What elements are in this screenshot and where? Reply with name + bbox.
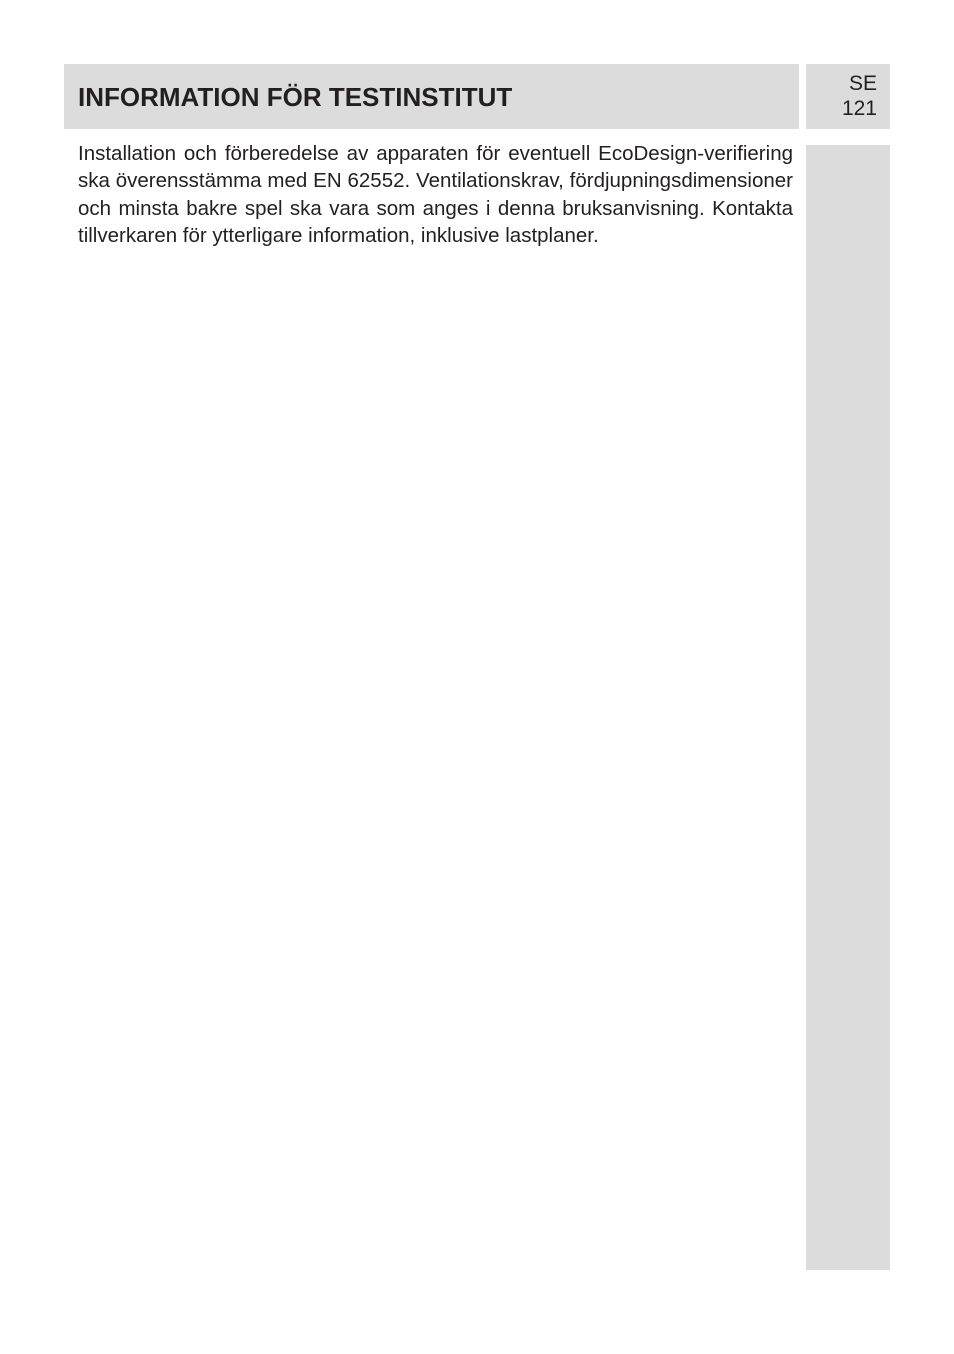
section-header-bar <box>64 64 799 129</box>
page-number: 121 <box>841 97 877 120</box>
language-code: SE <box>848 72 877 95</box>
section-title: INFORMATION FÖR TESTINSTITUT <box>78 82 513 112</box>
body-paragraph: Installation och förberedelse av apparaten för eventuell EcoDesign-verifiering ska överensstämma med EN 62552. Ventilationskrav, fördjupningsdimensioner och minsta bakre spel ska vara som anges i denna bruksanvisning. Kontakta tillverkaren för ytterligare information, inklusive lastplaner. <box>78 142 793 247</box>
page-tab <box>806 64 890 129</box>
side-margin-strip <box>806 145 890 1270</box>
